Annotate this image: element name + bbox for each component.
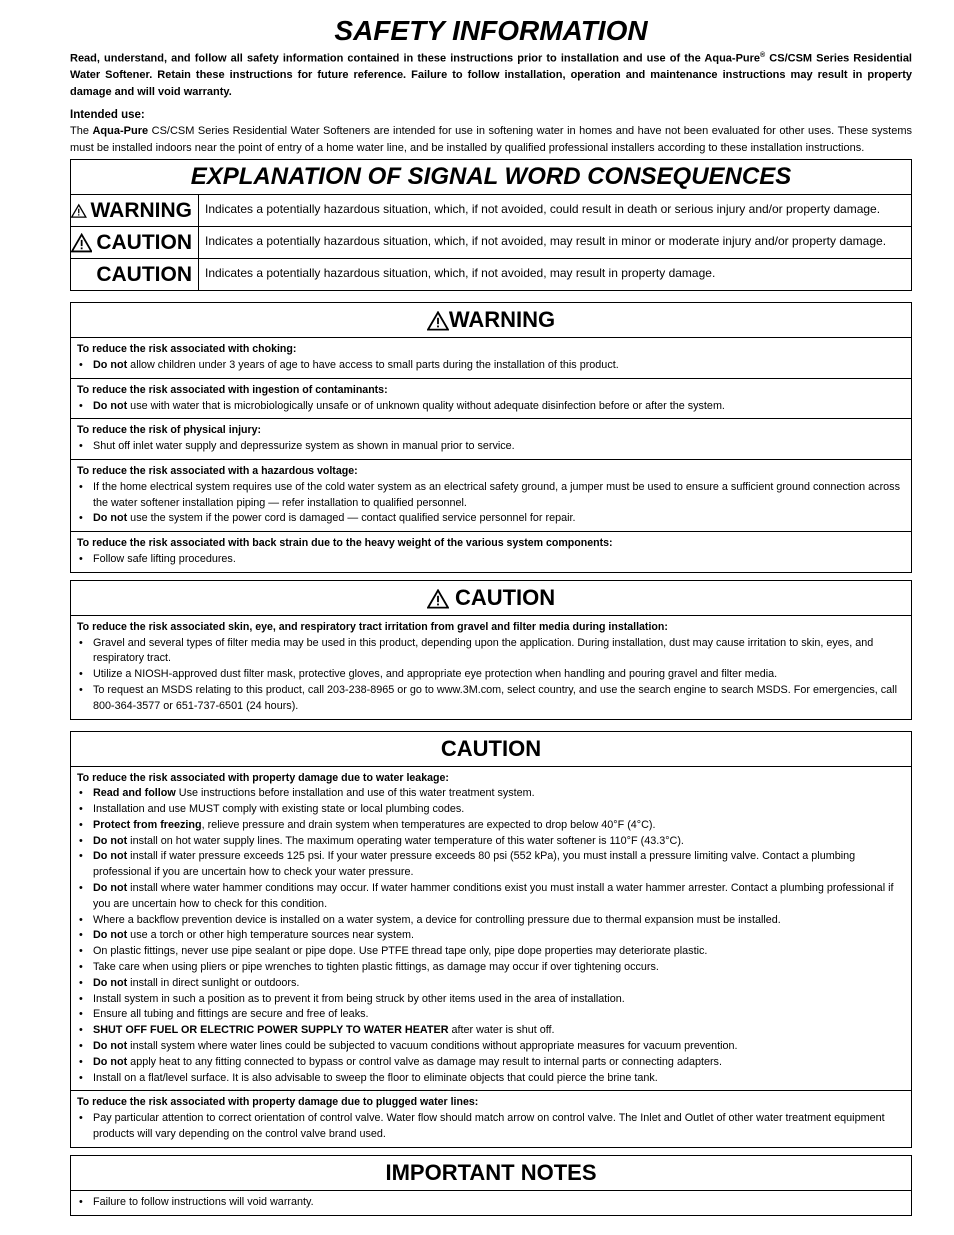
safety-page	[70, 14, 912, 1216]
intended-use-heading: Intended use:	[70, 109, 145, 122]
risk-section-heading: To reduce the risk associated with property damage due to plugged water lines:	[77, 1096, 479, 1109]
bullet-item	[77, 636, 905, 668]
caution-box-property-title: CAUTION	[71, 732, 911, 767]
risk-section	[71, 459, 911, 531]
bullet-text: install system where water lines could be subjected to vacuum conditions without appropriate measures for vacuum prevention.	[127, 1040, 738, 1053]
bullet-item	[77, 976, 905, 992]
bullet-text: Installation and use MUST comply with existing state or local plumbing codes.	[93, 803, 465, 816]
bullet-list	[77, 480, 905, 527]
warning-triangle-icon	[427, 589, 449, 609]
bullet-item	[77, 802, 905, 818]
bullet-text: install on hot water supply lines. The maximum operating water temperature of this water softener is 110°F (43.3°C).	[127, 834, 684, 847]
caution-box-irritation-title	[71, 581, 911, 616]
registered-mark: ®	[760, 52, 766, 59]
bullet-emphasis: Do not	[93, 834, 128, 847]
bullet-emphasis: Read and follow	[93, 787, 176, 800]
warning-box-title	[71, 303, 911, 338]
signal-word-caution: CAUTION	[96, 231, 192, 255]
bullet-emphasis: Do not	[93, 399, 128, 412]
risk-section-heading: To reduce the risk associated with a hazardous voltage:	[77, 464, 358, 477]
bullet-item	[77, 1111, 905, 1143]
bullet-emphasis: Do not	[93, 882, 128, 895]
intended-rest: CS/CSM Series Residential Water Softeners are intended for use in softening water in homes and have not been evaluated for other uses. These systems must be installed indoors near the point of entry of a home water line, and be installed by qualified professional installers according to these installation instructions.	[70, 125, 912, 154]
bullet-item	[77, 928, 905, 944]
page-title: SAFETY INFORMATION	[334, 15, 648, 46]
bullet-text: Utilize a NIOSH-approved dust filter mask, protective gloves, and appropriate eye protection when handling and pouring gravel and filter media.	[93, 668, 778, 681]
risk-section	[71, 378, 911, 419]
signal-word-warning: WARNING	[90, 199, 192, 223]
caution-title-text: CAUTION	[454, 584, 556, 610]
bullet-emphasis: Do not	[93, 850, 128, 863]
signal-desc-caution-property: Indicates a potentially hazardous situation, which, if not avoided, may result in property damage.	[205, 266, 716, 281]
bullet-text: after water is shut off.	[448, 1024, 555, 1037]
risk-section	[71, 616, 911, 719]
bullet-emphasis: SHUT OFF FUEL OR ELECTRIC POWER SUPPLY TO WATER HEATER	[93, 1024, 449, 1037]
risk-section	[71, 767, 911, 1091]
bullet-text: Install on a flat/level surface. It is also advisable to sweep the floor to eliminate objects that could pierce the brine tank.	[93, 1071, 658, 1084]
bullet-text: Shut off inlet water supply and depressurize system as shown in manual prior to service.	[93, 440, 515, 453]
bullet-item	[77, 358, 905, 374]
bullet-text: Use instructions before installation and use of this water treatment system.	[175, 787, 535, 800]
bullet-item	[77, 1055, 905, 1071]
bullet-item	[77, 1195, 905, 1211]
signal-row-caution-property	[71, 258, 911, 290]
bullet-item	[77, 786, 905, 802]
bullet-list	[77, 786, 905, 1086]
signal-word-box	[70, 159, 912, 291]
bullet-emphasis: Do not	[93, 929, 128, 942]
bullet-item	[77, 849, 905, 881]
risk-section	[71, 418, 911, 459]
bullet-text: install where water hammer conditions may occur. If water hammer conditions exist you must install a water hammer arrester. Contact a plumbing professional if you are uncertain how to check for this condition.	[93, 882, 894, 910]
bullet-text: On plastic fittings, never use pipe sealant or pipe dope. Use PTFE thread tape only, pipe dope properties may deteriorate plastic.	[93, 945, 708, 958]
bullet-text: Ensure all tubing and fittings are secure and free of leaks.	[93, 1008, 369, 1021]
warning-box	[70, 302, 912, 573]
warning-title-text: WARNING	[448, 307, 556, 333]
bullet-item	[77, 881, 905, 913]
risk-section-heading: To reduce the risk associated with ingestion of contaminants:	[77, 383, 388, 396]
caution-box-property	[70, 731, 912, 1148]
bullet-emphasis: Protect from freezing	[93, 818, 202, 831]
bullet-list	[77, 552, 905, 568]
bullet-text: If the home electrical system requires use of the cold water system as an electrical safety ground, a jumper must be used to ensure a sufficient ground connection across the water softener installation piping — refer installation to qualified personnel.	[93, 480, 900, 509]
bullet-list	[77, 1111, 905, 1143]
bullet-item	[77, 480, 905, 512]
important-notes-box	[70, 1155, 912, 1216]
bullet-item	[77, 913, 905, 929]
bullet-list	[77, 636, 905, 715]
bullet-item	[77, 1071, 905, 1087]
bullet-emphasis: Do not	[93, 1055, 128, 1068]
risk-section-heading: To reduce the risk associated with choking:	[77, 343, 297, 356]
bullet-list	[77, 439, 905, 455]
caution2-sections	[71, 767, 911, 1147]
bullet-list	[77, 358, 905, 374]
risk-section	[71, 338, 911, 378]
bullet-text: Gravel and several types of filter media may be used in this product, depending upon the application. During installation, dust may cause irritation to skin, eyes, and respiratory tract.	[93, 636, 874, 665]
caution1-sections	[71, 616, 911, 719]
bullet-text: use the system if the power cord is damaged — contact qualified service personnel for repair.	[127, 512, 576, 525]
signal-word-title: EXPLANATION OF SIGNAL WORD CONSEQUENCES	[71, 160, 911, 195]
bullet-text: install in direct sunlight or outdoors.	[127, 976, 300, 989]
intro-paragraph	[70, 48, 912, 100]
bullet-emphasis: Do not	[93, 358, 128, 371]
intro-text-a: Read, understand, and follow all safety information contained in these instructions prior to installation and use of the Aqua-Pure	[70, 52, 761, 65]
important-notes-list	[77, 1195, 905, 1211]
bullet-item	[77, 1023, 905, 1039]
intended-use-paragraph	[70, 123, 912, 156]
risk-section-heading: To reduce the risk of physical injury:	[77, 424, 262, 437]
bullet-emphasis: Do not	[93, 512, 128, 525]
bullet-item	[77, 834, 905, 850]
bullet-text: Failure to follow instructions will void warranty.	[93, 1195, 314, 1208]
bullet-text: use a torch or other high temperature sources near system.	[127, 929, 415, 942]
warning-triangle-icon	[427, 311, 449, 331]
intended-brand: Aqua-Pure	[92, 125, 149, 138]
bullet-text: To request an MSDS relating to this product, call 203-238-8965 or go to www.3M.com, select country, and use the search engine to search MSDS. For emergencies, call 800-364-3577 or 651-737-6501 (24 hours).	[93, 683, 897, 712]
important-notes-section	[71, 1191, 911, 1215]
bullet-item	[77, 439, 905, 455]
signal-row-warning	[71, 195, 911, 226]
bullet-item	[77, 1039, 905, 1055]
risk-section	[71, 531, 911, 572]
bullet-text: install if water pressure exceeds 125 psi. If your water pressure exceeds 80 psi (552 kPa), you must install a pressure limiting valve. Contact a plumbing professional if you are uncertain how to check your water pressure.	[93, 850, 856, 879]
bullet-item	[77, 818, 905, 834]
caution-box-irritation	[70, 580, 912, 720]
bullet-item	[77, 552, 905, 568]
bullet-item	[77, 667, 905, 683]
bullet-item	[77, 683, 905, 715]
bullet-emphasis: Do not	[93, 1040, 128, 1053]
intended-pre: The	[70, 125, 93, 138]
signal-row-caution-injury	[71, 226, 911, 258]
bullet-item	[77, 992, 905, 1008]
bullet-emphasis: Do not	[93, 976, 128, 989]
bullet-text: use with water that is microbiologically unsafe or of unknown quality without adequate disinfection before or after the system.	[127, 399, 725, 412]
bullet-text: Pay particular attention to correct orientation of control valve. Water flow should match arrow on control valve. The Inlet and Outlet of other water treatment equipment products will vary depending on the control valve brand used.	[93, 1112, 885, 1141]
intro-text-b: CS/CSM Series Residential Water Softener. Retain these instructions for future reference. Failure to follow installation, operation and maintenance instructions may result in property damage and will void warranty.	[70, 52, 912, 98]
bullet-item	[77, 960, 905, 976]
bullet-text: , relieve pressure and drain system when temperatures are expected to drop below 40°F (4°C).	[201, 818, 656, 831]
signal-desc-caution-injury: Indicates a potentially hazardous situation, which, if not avoided, may result in minor or moderate injury and/or property damage.	[205, 234, 887, 249]
risk-section-heading: To reduce the risk associated with property damage due to water leakage:	[77, 771, 449, 784]
warning-sections	[71, 338, 911, 572]
risk-section-heading: To reduce the risk associated skin, eye, and respiratory tract irritation from gravel and filter media during installation:	[77, 620, 668, 633]
bullet-text: Take care when using pliers or pipe wrenches to tighten plastic fittings, as damage may occur if over tightening occurs.	[93, 961, 659, 974]
bullet-text: allow children under 3 years of age to have access to small parts during the installation of this product.	[127, 358, 619, 371]
important-notes-title: IMPORTANT NOTES	[71, 1156, 911, 1191]
risk-section-heading: To reduce the risk associated with back strain due to the heavy weight of the various system components:	[77, 537, 613, 550]
bullet-item	[77, 944, 905, 960]
bullet-item	[77, 1007, 905, 1023]
bullet-list	[77, 399, 905, 415]
warning-triangle-icon	[71, 233, 92, 253]
bullet-text: Install system in such a position as to prevent it from being struck by other items used in the area of installation.	[93, 992, 625, 1005]
bullet-item	[77, 511, 905, 527]
bullet-item	[77, 399, 905, 415]
risk-section	[71, 1090, 911, 1146]
bullet-text: Follow safe lifting procedures.	[93, 552, 236, 565]
signal-desc-warning: Indicates a potentially hazardous situation, which, if not avoided, could result in death or serious injury and/or property damage.	[205, 202, 881, 217]
warning-triangle-icon	[71, 201, 87, 221]
bullet-text: Where a backflow prevention device is installed on a water system, a device for controlling pressure due to thermal expansion must be installed.	[93, 913, 781, 926]
bullet-text: apply heat to any fitting connected to bypass or control valve as damage may result to internal parts or connecting adapters.	[127, 1055, 722, 1068]
signal-word-caution-plain: CAUTION	[96, 263, 192, 287]
